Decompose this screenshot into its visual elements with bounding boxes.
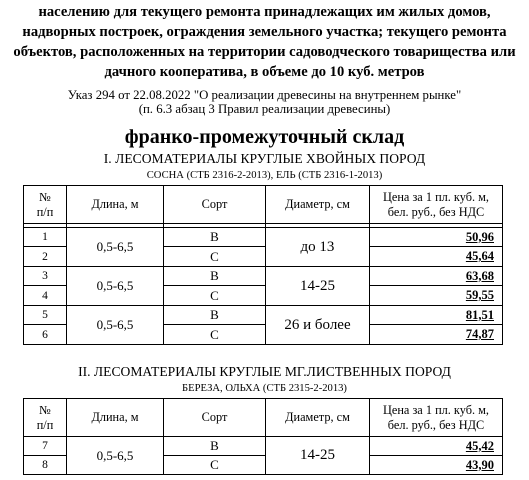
price-cell: 45,42	[370, 437, 503, 456]
table-header-row	[24, 399, 503, 437]
col-header-diameter: Диаметр, см	[266, 399, 370, 437]
grade-cell: С	[164, 247, 266, 267]
price-cell: 45,64	[370, 247, 503, 267]
price-cell: 74,87	[370, 325, 503, 345]
section1-price-table	[23, 185, 503, 345]
table-row: 2 С 45,64	[24, 247, 503, 267]
price-cell: 59,55	[370, 286, 503, 306]
length-cell: 0,5-6,5	[67, 437, 164, 475]
table-row: 4 С 59,55	[24, 286, 503, 306]
col-header-grade: Сорт	[164, 186, 266, 224]
grade-cell: С	[164, 325, 266, 345]
section2-title: II. ЛЕСОМАТЕРИАЛЫ КРУГЛЫЕ МГ.ЛИСТВЕННЫХ ПОРОД	[78, 364, 451, 379]
diameter-cell: до 13	[266, 228, 370, 267]
table-row: 7 0,5-6,5 В 14-25 45,42	[24, 437, 503, 456]
col-header-diameter: Диаметр, см	[266, 186, 370, 224]
length-cell: 0,5-6,5	[67, 228, 164, 267]
section1-title: I. ЛЕСОМАТЕРИАЛЫ КРУГЛЫЕ ХВОЙНЫХ ПОРОД	[103, 151, 426, 166]
intro-paragraph: населению для текущего ремонта принадлежащих им жилых домов, надворных построек, ограждения земельного участка; текущего ремонта объектов, расположенных на территории садоводческого товарищества или дачного кооператива, в объеме до 10 куб. метров	[13, 4, 516, 80]
table-header-row	[24, 186, 503, 224]
grade-cell: В	[164, 267, 266, 286]
grade-cell: В	[164, 437, 266, 456]
section1-subtitle: СОСНА (СТБ 2316-2-2013), ЕЛЬ (СТБ 2316-1-2013)	[146, 170, 383, 181]
table-row: 6 С 74,87	[24, 325, 503, 345]
section2-price-table	[23, 398, 503, 475]
diameter-cell: 14-25	[266, 437, 370, 475]
col-header-num: № п/п	[24, 186, 67, 224]
table-row: 8 С 43,90	[24, 456, 503, 475]
decree-clause: (п. 6.3 абзац 3 Правил реализации древесины)	[138, 102, 391, 116]
diameter-cell: 26 и более	[266, 306, 370, 345]
price-cell: 81,51	[370, 306, 503, 325]
table-row: 3 0,5-6,5 В 14-25 63,68	[24, 267, 503, 286]
page-heading: франко-промежуточный склад	[124, 126, 405, 148]
col-header-price: Цена за 1 пл. куб. м, бел. руб., без НДС	[370, 186, 503, 224]
section2-subtitle: БЕРЕЗА, ОЛЬХА (СТБ 2315-2-2013)	[182, 383, 347, 394]
col-header-length: Длина, м	[67, 186, 164, 224]
price-cell: 63,68	[370, 267, 503, 286]
col-header-length: Длина, м	[67, 399, 164, 437]
grade-cell: В	[164, 306, 266, 325]
diameter-cell: 14-25	[266, 267, 370, 306]
grade-cell: С	[164, 286, 266, 306]
price-cell: 50,96	[370, 228, 503, 247]
length-cell: 0,5-6,5	[67, 267, 164, 306]
length-cell: 0,5-6,5	[67, 306, 164, 345]
col-header-grade: Сорт	[164, 399, 266, 437]
col-header-price: Цена за 1 пл. куб. м, бел. руб., без НДС	[370, 399, 503, 437]
decree-reference: Указ 294 от 22.08.2022 "О реализации древесины на внутреннем рынке"	[67, 88, 462, 102]
grade-cell: В	[164, 228, 266, 247]
table-row: 5 0,5-6,5 В 26 и более 81,51	[24, 306, 503, 325]
grade-cell: С	[164, 456, 266, 475]
price-cell: 43,90	[370, 456, 503, 475]
col-header-num: № п/п	[24, 399, 67, 437]
table-row: 1 0,5-6,5 В до 13 50,96	[24, 228, 503, 247]
